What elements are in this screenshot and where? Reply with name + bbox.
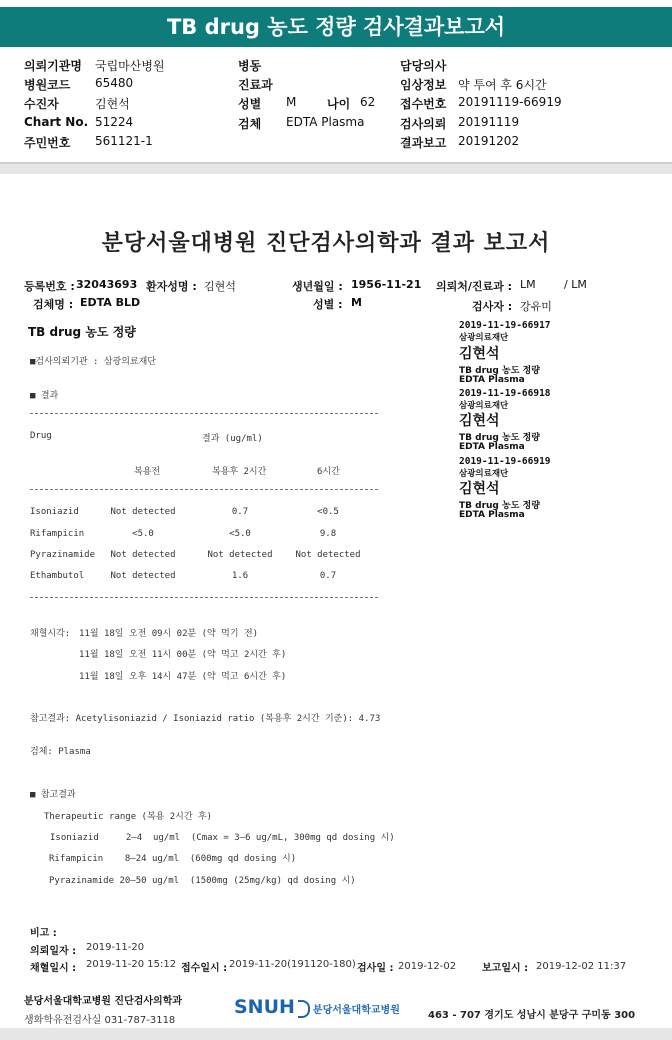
test-date: 2019-12-02 [398, 961, 457, 972]
stamp-id: 2019-11-19-66918 [459, 388, 551, 399]
specimen-label: 검체 [238, 117, 262, 131]
report-banner-title: TB drug 농도 정량 검사결과보고서 [0, 7, 672, 47]
receipt-no-label: 접수번호 [400, 97, 447, 111]
test-request: 20191119 [458, 115, 520, 129]
dob-label: 생년월일 : [292, 280, 343, 293]
referring-hospital-label: 의뢰기관명 [24, 59, 82, 73]
page-bottom-gap [0, 1028, 672, 1040]
age: 62 [360, 95, 376, 109]
stamp-test: TB drug 농도 정량 [459, 433, 540, 443]
reference-heading: ■ 참고결과 [30, 790, 76, 800]
result-report-label: 결과보고 [400, 136, 447, 150]
reg-no-label: 등록번호 : [24, 280, 75, 293]
stamp-spec: EDTA Plasma [459, 442, 525, 452]
table-rule-top [30, 413, 378, 414]
stamp-spec: EDTA Plasma [459, 375, 525, 385]
result-report: 20191202 [458, 134, 520, 148]
sex-label: 성별 [238, 97, 262, 111]
footer-address: 463 - 707 경기도 성남시 분당구 구미동 300 [428, 1010, 636, 1021]
patient-name: 김현석 [204, 280, 236, 293]
sampling-time-2: 11월 18일 오전 11시 00분 (약 먹고 2시간 후) [79, 650, 287, 660]
col-6h: 6시간 [317, 467, 340, 477]
drug-2h: 1.6 [231, 571, 249, 581]
drug-6h: 0.7 [319, 571, 337, 581]
drug-name: Isoniazid [30, 507, 79, 517]
stamp-name: 김현석 [459, 481, 500, 497]
reg-no: 32043693 [76, 278, 138, 291]
drug-6h: Not detected [295, 550, 361, 560]
drug-2h: 0.7 [231, 507, 249, 517]
dept-label: 진료과 [238, 78, 273, 92]
col-result: 결과 (ug/ml) [202, 434, 263, 444]
snuh-logo-text: SNUH [234, 996, 295, 1018]
footer-phone: 생화학유전검사실 031-787-3118 [24, 1015, 176, 1026]
draw-date-label: 채혈일시 : [30, 963, 77, 974]
stamp-name: 김현석 [459, 346, 500, 362]
dob: 1956-11-21 [351, 278, 422, 291]
age-label: 나이 [327, 97, 351, 111]
receive-date: 2019-11-20(191120-180) [229, 959, 356, 970]
stamp-spec: EDTA Plasma [459, 510, 525, 520]
report-date: 2019-12-02 11:37 [536, 961, 627, 972]
stamp-org: 삼광의료재단 [459, 469, 509, 479]
therapeutic-range: Therapeutic range (복용 2시간 후) [44, 812, 213, 822]
sampling-time-3: 11월 18일 오후 14시 47분 (약 먹고 6시간 후) [79, 672, 287, 682]
hospital-code-label: 병원코드 [24, 78, 71, 92]
remarks-label: 비고 : [30, 928, 57, 939]
drug-pre: Not detected [110, 507, 176, 517]
resident-no-label: 주민번호 [24, 136, 71, 150]
sampling-label: 채혈시각: [30, 629, 71, 639]
examiner-label: 검사자 : [472, 300, 513, 313]
drug-2h: <5.0 [229, 529, 251, 539]
report-sex: M [351, 296, 362, 309]
recipient-label: 수진자 [24, 97, 59, 111]
receive-date-label: 접수일시 : [181, 963, 228, 974]
specimen-note: 검체: Plasma [30, 747, 91, 757]
chart-no: 51224 [95, 115, 134, 129]
col-pre: 복용전 [134, 467, 161, 477]
examiner: 강유미 [520, 300, 552, 313]
drug-6h: 9.8 [319, 529, 337, 539]
lab-org: ■검사의뢰기관 : 삼광의료재단 [30, 357, 157, 367]
drug-name: Pyrazinamide [30, 550, 96, 560]
doctor-label: 담당의사 [400, 59, 447, 73]
request-date-label: 의뢰일자 : [30, 946, 77, 957]
stamp-test: TB drug 농도 정량 [459, 501, 540, 511]
request-date: 2019-11-20 [86, 942, 145, 953]
table-rule-bottom [30, 597, 378, 598]
test-request-label: 검사의뢰 [400, 117, 447, 131]
referral-slash: / LM [564, 278, 587, 291]
range-isoniazid: Isoniazid 2–4 ug/ml (Cmax = 3–6 ug/mL, 300mg qd dosing 시) [50, 833, 395, 843]
range-rifampicin: Rifampicin 8–24 ug/ml (600mg qd dosing 시) [49, 854, 297, 864]
resident-no: 561121-1 [95, 134, 153, 148]
drug-2h: Not detected [207, 550, 273, 560]
result-heading: ■ 결과 [30, 391, 59, 401]
patient-name-label: 환자성명 : [146, 280, 197, 293]
hospital-code: 65480 [95, 76, 134, 90]
referral-label: 의뢰처/진료과 : [436, 280, 513, 293]
drug-pre: <5.0 [132, 529, 154, 539]
range-pyrazinamide: Pyrazinamide 20–50 ug/ml (1500mg (25mg/kg) qd dosing 시) [49, 876, 356, 886]
col-drug: Drug [30, 431, 52, 441]
receipt-no: 20191119-66919 [458, 95, 562, 109]
test-date-label: 검사일 : [357, 963, 394, 974]
drug-name: Ethambutol [30, 571, 85, 581]
col-2h: 복용후 2시간 [212, 467, 267, 477]
specimen-name: EDTA BLD [80, 296, 141, 309]
specimen-name-label: 검체명 : [33, 298, 74, 311]
referring-hospital: 국립마산병원 [95, 59, 165, 73]
recipient: 김현석 [95, 97, 130, 111]
section-title: TB drug 농도 정량 [28, 325, 136, 339]
drug-pre: Not detected [110, 571, 176, 581]
drug-6h: <0.5 [317, 507, 339, 517]
clinical-info-label: 임상정보 [400, 78, 447, 92]
report-sex-label: 성별 : [313, 298, 343, 311]
clinical-info: 약 투여 후 6시간 [458, 78, 547, 92]
drug-pre: Not detected [110, 550, 176, 560]
snuh-logo [234, 996, 400, 1018]
stamp-id: 2019-11-19-66917 [459, 320, 551, 331]
ward-label: 병동 [238, 59, 262, 73]
snuh-mark-icon [298, 1000, 310, 1018]
chart-no-label: Chart No. [24, 115, 89, 129]
stamp-org: 삼광의료재단 [459, 401, 509, 411]
stamp-org: 삼광의료재단 [459, 333, 509, 343]
report-date-label: 보고일시 : [482, 963, 529, 974]
table-rule-mid [30, 489, 378, 490]
page-gap [0, 164, 672, 174]
drug-name: Rifampicin [30, 529, 85, 539]
report-title: 분당서울대병원 진단검사의학과 결과 보고서 [101, 231, 551, 256]
referral: LM [520, 278, 536, 291]
snuh-hospital-name: 분당서울대학교병원 [312, 1005, 400, 1016]
stamp-test: TB drug 농도 정량 [459, 366, 540, 376]
sex: M [286, 95, 297, 109]
acetyl-ratio: 참고결과: Acetylisoniazid / Isoniazid ratio (복용후 2시간 기준): 4.73 [30, 714, 381, 724]
stamp-name: 김현석 [459, 413, 500, 429]
draw-date: 2019-11-20 15:12 [86, 959, 177, 970]
sampling-time-1: 11월 18일 오전 09시 02분 (약 먹기 전) [79, 629, 259, 639]
specimen: EDTA Plasma [286, 115, 365, 129]
stamp-id: 2019-11-19-66919 [459, 456, 551, 467]
footer-dept: 분당서울대학교병원 진단검사의학과 [24, 996, 183, 1007]
